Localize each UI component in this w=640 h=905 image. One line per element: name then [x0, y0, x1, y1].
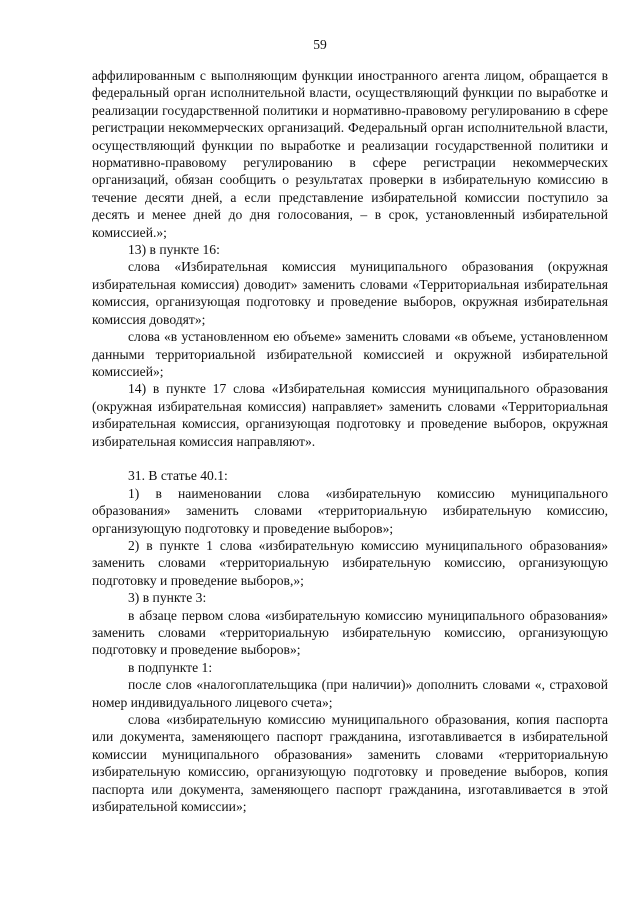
paragraph-item-13-words-1: слова «Избирательная комиссия муниципального образования (окружная избирательная комиссия) доводит» заменить словами «Территориальная избирательная комиссия, организующая подготовку и проведение выборов, окружная избирательная комиссия доводят»; [92, 259, 608, 327]
paragraph-subitem-1: в подпункте 1: [128, 659, 213, 675]
paragraph-item-3-first-abzac: в абзаце первом слова «избирательную комиссию муниципального образования» заменить словами «территориальную избирательную комиссию, организующую подготовку и проведение выборов»; [92, 607, 608, 658]
page-number: 59 [313, 37, 327, 52]
paragraph-article-31: 31. В статье 40.1: [128, 468, 228, 484]
paragraph-item-13-words-2: слова «в установленном ею объеме» заменить словами «в объеме, установленном данными территориальной избирательной комиссией и окружной избирательной комиссией»; [92, 329, 608, 379]
paragraph-item-13: 13) в пункте 16: [128, 242, 220, 258]
paragraph-item-14: 14) в пункте 17 слова «Избирательная комиссия муниципального образования (окружная избирательная комиссия) направляет» заменить словами «Территориальная избирательная комиссия, организующая подготовку и проведение выборов, окружная избирательная комиссия направляют». [92, 381, 608, 449]
paragraph-article-31-item-2: 2) в пункте 1 слова «избирательную комиссию муниципального образования» заменить словами «территориальную избирательную комиссию, организующую подготовку и проведение выборов,»; [92, 537, 608, 588]
paragraph-subitem-1-replace: слова «избирательную комиссию муниципального образования, копия паспорта или документа, заменяющего паспорт гражданина, изготавливается в избирательной комиссии муниципального образования» заменить словами «территориальную избирательную комиссию, организующую подготовку и проведение выборов, копия паспорта или документа, заменяющего паспорт гражданина, изготавливается в этой избирательной комиссии»; [92, 712, 608, 815]
paragraph-gap [92, 450, 608, 467]
paragraph-article-31-item-3: 3) в пункте 3: [128, 590, 207, 606]
paragraph-article-31-item-1: 1) в наименовании слова «избирательную комиссию муниципального образования» заменить словами «территориальную избирательную комиссию, организующую подготовку и проведение выборов»; [92, 485, 608, 536]
paragraph-subitem-1-add: после слов «налогоплательщика (при наличии)» дополнить словами «, страховой номер индивидуального лицевого счета»; [92, 677, 608, 710]
document-body [92, 67, 608, 815]
paragraph-continuation: аффилированным с выполняющим функции иностранного агента лицом, обращается в федеральный орган исполнительной власти, осуществляющий функции по выработке и реализации государственной политики и нормативно-правовому регулированию в сфере регистрации некоммерческих организаций. Федеральный орган исполнительной власти, осуществляющий функции по выработке и реализации государственной политики и нормативно-правовому регулированию в сфере регистрации некоммерческих организаций, обязан сообщить о результатах проверки в избирательную комиссию в течение десяти дней, а если представление избирательной комиссии поступило за десять и менее дней до дня голосования, – в срок, установленный избирательной комиссией.»; [92, 68, 608, 240]
